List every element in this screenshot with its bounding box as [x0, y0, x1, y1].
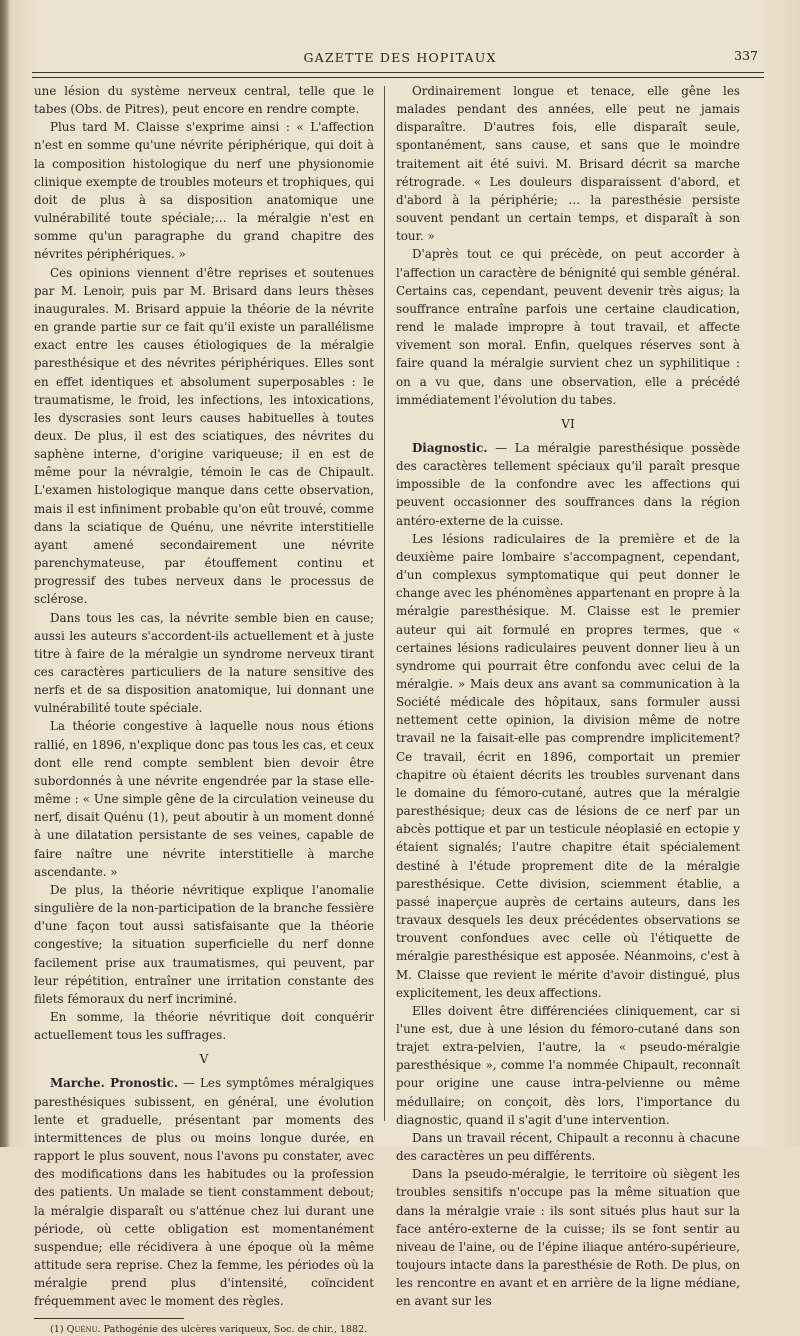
header-rule [32, 72, 764, 73]
paragraph-text: — Les symptômes méralgiques paresthésiques subissent, en général, une évolution lente et graduelle, présentant par moments des intermittences de plus ou moins longue durée, en rapport le plus souvent, nous l'avons pu constater, avec des modifications dans les habitudes ou la profession des patients. Un malade se tient constamment debout; la méralgie disparaît ou s'atténue chez lui durant une période, où cette obligation est momentanément suspendue; elle récidivera à une époque où la même attitude sera reprise. Chez la femme, les périodes où la méralgie prend plus d'intensité, coïncident fréquemment avec le moment des règles. [34, 1076, 374, 1309]
section-title-diagnostic: Diagnostic. [412, 440, 488, 455]
footnote-rule [34, 1318, 184, 1319]
paragraph: En somme, la théorie névritique doit conquérir actuellement tous les suffrages. [34, 1009, 374, 1043]
paragraph: Dans la pseudo-méralgie, le territoire où siègent les troubles sensitifs n'occupe pas la même situation que dans la méralgie vraie : ils sont situés plus haut sur la face antéro-externe de la cuisse; ils se font sentir au niveau de l'aine, ou de l'épine iliaque antéro-supérieure, toujours intacte dans la paresthésie de Roth. De plus, on les rencontre en avant et en arrière de la ligne médiane, en avant sur les [396, 1167, 740, 1309]
header-rule-thin [32, 77, 764, 78]
footnote-mark: (1) [50, 1324, 64, 1336]
footnote [34, 1323, 374, 1336]
paragraph: Ordinairement longue et tenace, elle gêne les malades pendant des années, elle peut ne jamais disparaître. D'autres fois, elle disparaît seule, spontanément, sans cause, et sans que le moindre traitement ait été suivi. M. Brisard décrit sa marche rétrograde. « Les douleurs disparaissent d'abord, et d'abord à la périphérie; … la paresthésie persiste souvent pendant un certain temps, et disparaît à son tour. » [396, 84, 740, 244]
paragraph-marche [34, 1074, 374, 1310]
paragraph: une lésion du système nerveux central, telle que le tabes (Obs. de Pitres), peut encore en rendre compte. [34, 84, 374, 117]
page-header [30, 48, 770, 70]
paragraph-text: — La méralgie paresthésique possède des caractères tellement spéciaux qu'il paraît presque impossible de la confondre avec les affections qui peuvent occasionner des souffrances dans la région antéro-externe de la cuisse. [396, 440, 740, 528]
section-heading-vi: VI [561, 416, 575, 431]
paragraph: La théorie congestive à laquelle nous nous étions rallié, en 1896, n'explique donc pas tous les cas, et ceux dont elle rend compte semblent bien devoir être subordonnés à une névrite engendrée par la stase elle-même : « Une simple gêne de la circulation veineuse du nerf, disait Quénu (1), peut aboutir à un moment donné à une dilatation persistante de ses veines, capable de faire naître une névrite interstitielle à marche ascendante. » [34, 719, 374, 879]
left-column [34, 82, 374, 1336]
paragraph: Plus tard M. Claisse s'exprime ainsi : « L'affection n'est en somme qu'une névrite périphérique, qui doit à la composition histologique du nerf une physionomie clinique exempte de troubles moteurs et trophiques, qui doit de plus à sa disposition anatomique une vulnérabilité toute spéciale;… la méralgie n'est en somme qu'un paragraphe du grand chapitre des névrites périphériques. » [34, 120, 374, 262]
paragraph: Dans tous les cas, la névrite semble bien en cause; aussi les auteurs s'accordent-ils actuellement et à juste titre à faire de la méralgie un syndrome nerveux tirant ces caractères particuliers de la nature sensitive des nerfs et de sa disposition anatomique, lui donnant une vulnérabilité toute spéciale. [34, 610, 374, 716]
paragraph: De plus, la théorie névritique explique l'anomalie singulière de la non-participation de la branche fessière d'une façon tout aussi satisfaisante que la théorie congestive; la situation superficielle du nerf donne facilement prise aux traumatismes, qui peuvent, par leur répétition, entraîner une irritation constante des filets fémoraux du nerf incriminé. [34, 882, 374, 1006]
column-separator [384, 86, 385, 1121]
paragraph: Dans un travail récent, Chipault a reconnu à chacune des caractères un peu différents. [396, 1130, 740, 1164]
section-heading-v: V [199, 1052, 209, 1067]
footnote-text: Pathogénie des ulcères variqueux, Soc. de chir., 1882. [100, 1324, 368, 1336]
paragraph: Les lésions radiculaires de la première et de la deuxième paire lombaire s'accompagnent, cependant, d'un complexus symptomatique qui peut donner le change avec les phénomènes appartenant en propre à la méralgie paresthésique. M. Claisse est le premier auteur qui ait formulé en propres termes, que « certaines lésions radiculaires peuvent donner lieu à un syndrome qui pourrait être confondu avec celui de la méralgie. » Mais deux ans avant sa communication à la Société médicale des hôpitaux, sans formuler aussi nettement cette opinion, la division même de notre travail ne la faisait-elle pas comprendre implicitement? Ce travail, écrit en 1896, comportait un premier chapitre où étaient décrits les troubles survenant dans le domaine du fémoro-cutané, autres que la méralgie paresthésique; deux cas de lésions de ce nerf par un abcès pottique et par un testicule néoplasié en ectopie y étaient signalés; l'autre chapitre était spécialement destiné à l'étude proprement dite de la méralgie paresthésique. Cette division, sciemment établie, a passé inaperçue auprès de certains auteurs, dans les travaux desquels les deux précédentes observations se trouvent confondues avec celle où l'étiquette de méralgie paresthésique est apposée. Néanmoins, c'est à M. Claisse que revient le mérite d'avoir distingué, plus explicitement, les deux affections. [396, 531, 740, 1000]
paragraph: Ces opinions viennent d'être reprises et soutenues par M. Lenoir, puis par M. Brisard dans leurs thèses inaugurales. M. Brisard appuie la théorie de la névrite en grande partie sur ce fait qu'il existe un parallélisme exact entre les causes étiologiques de la méralgie paresthésique et des névrites périphériques. Elles sont en effet identiques et absolument superposables : le traumatisme, le froid, les infections, les intoxications, les dyscrasies sont leurs causes habituelles à toutes deux. De plus, il est des sciatiques, des névrites du saphène interne, d'origine variqueuse; il en est de même pour la névralgie, témoin le cas de Chipault. L'examen histologique manque dans cette observation, mais il est infiniment probable qu'on eût trouvé, comme dans la sciatique de Quénu, une névrite interstitielle ayant amené secondairement une névrite parenchymateuse, par étouffement continu et progressif des tubes nerveux dans le processus de sclérose. [34, 265, 374, 607]
journal-title: GAZETTE DES HOPITAUX [303, 50, 497, 65]
book-spine-shadow [0, 0, 10, 1147]
paragraph-diagnostic [396, 439, 740, 530]
paragraph: D'après tout ce qui précède, on peut accorder à l'affection un caractère de bénignité qui semble général. Certains cas, cependant, peuvent devenir très aigus; la souffrance entraîne parfois une certaine claudication, rend le malade impropre à tout travail, et affecte vivement son moral. Enfin, quelques réserves sont à faire quand la méralgie survient chez un syphilitique : on a vu que, dans une observation, elle a précédé immédiatement l'évolution du tabes. [396, 247, 740, 407]
page-number: 337 [734, 48, 758, 63]
section-title-marche: Marche. Pronostic. [50, 1076, 178, 1091]
right-column [396, 82, 740, 1310]
paragraph: Elles doivent être différenciées cliniquement, car si l'une est, due à une lésion du fémoro-cutané dans son trajet extra-pelvien, l'autre, la « pseudo-méralgie paresthésique », comme l'a nommée Chipault, reconnaît pour origine une cause intra-pelvienne ou même médullaire; on conçoit, dès lors, l'importance du diagnostic, quand il s'agit d'une intervention. [396, 1003, 740, 1127]
footnote-author: Quénu. [66, 1324, 101, 1336]
